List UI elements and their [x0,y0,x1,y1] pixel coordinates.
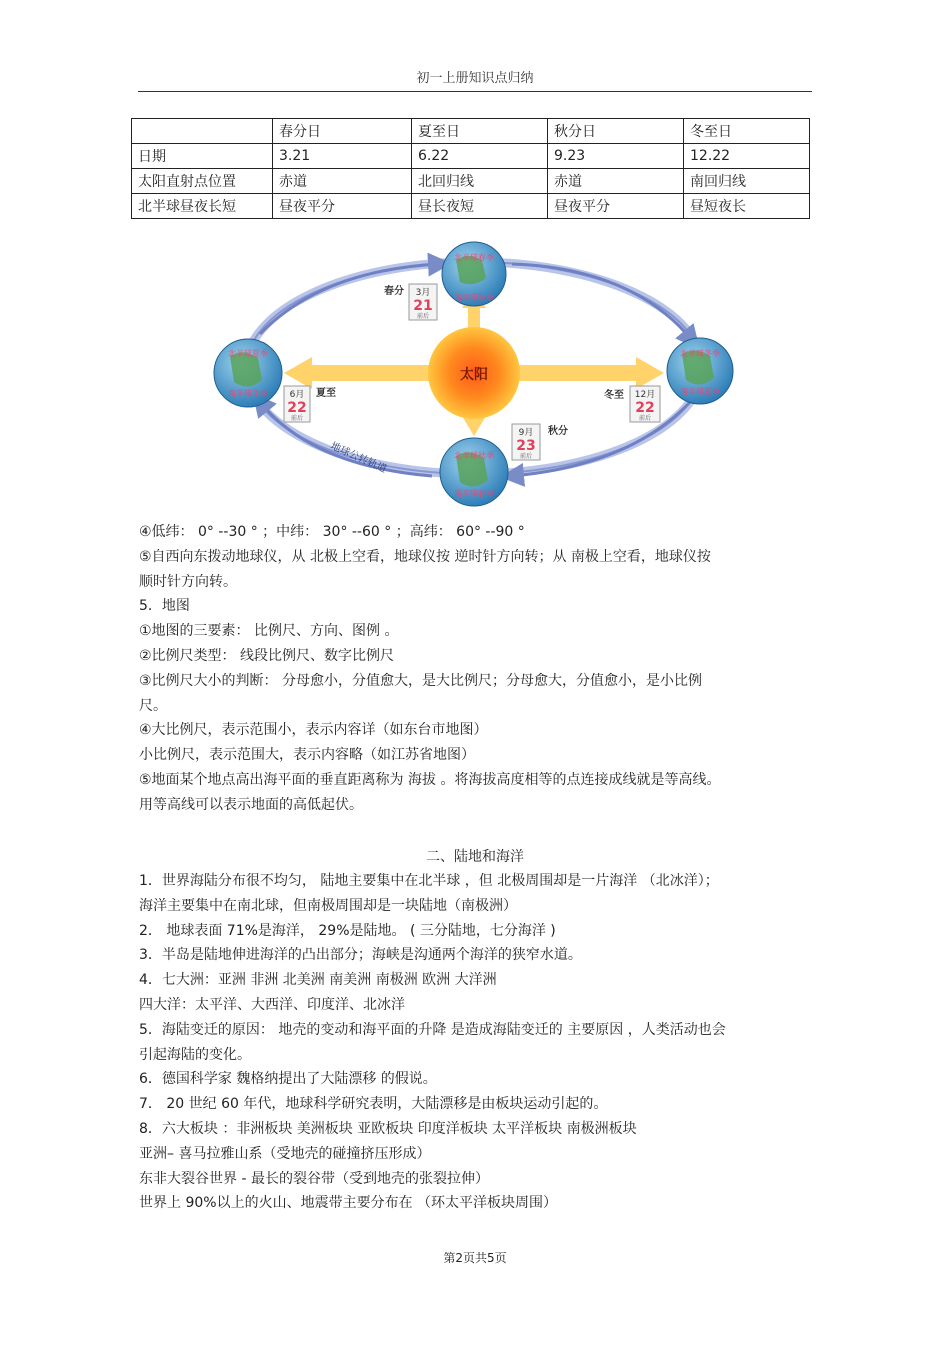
text-line: ④大比例尺，表示范围小，表示内容详（如东台市地图） [139,722,488,739]
calendar-day: 23 [516,438,536,454]
text-line: 5．海陆变迁的原因： 地壳的变动和海平面的升降 是造成海陆变迁的 主要原因 ，人类活动也会 [139,1021,726,1038]
calendar-note: 前后 [519,453,533,460]
globe-south-label: 南半球冬季 [228,389,268,398]
table-cell: 南回归线 [684,169,810,194]
calendar-month: 6月 [289,390,305,400]
calendar-day: 21 [413,298,433,314]
table-cell: 日期 [132,144,273,169]
text-line: ⑤自西向东拨动地球仪，从 北极上空看，地球仪按 逆时针方向转；从 南极上空看，地球仪按 [139,548,711,565]
text-line: 引起海陆的变化。 [139,1046,251,1063]
table-header-cell [132,119,273,144]
text-line: 1．世界海陆分布很不均匀， 陆地主要集中在北半球 ，但 北极周围却是一片海洋 （北冰洋）； [139,873,719,889]
section1-text [139,520,819,818]
table-cell: 太阳直射点位置 [132,169,273,194]
page-header: 初一上册知识点归纳 [416,71,534,86]
text-line: 8．六大板块 ：非洲板块 美洲板块 亚欧板块 印度洋板块 太平洋板块 南极洲板块 [139,1120,637,1137]
table-cell: 9.23 [548,144,684,169]
text-line: ⑤地面某个地点高出海平面的垂直距离称为 海拔 。将海拔高度相等的点连接成线就是等高线。 [139,771,721,788]
text-line: 东非大裂谷世界 - 最长的裂谷带（受到地壳的张裂拉伸） [139,1170,489,1187]
term-label: 秋分 [548,426,568,437]
text-line: 小比例尺，表示范围大，表示内容略（如江苏省地图） [139,747,475,764]
text-line: 亚洲– 喜马拉雅山系（受地壳的碰撞挤压形成） [139,1145,431,1162]
table-cell: 赤道 [548,169,684,194]
table-cell: 赤道 [273,169,412,194]
calendar-note: 前后 [290,415,304,422]
globe-north-label: 北半球秋季 [454,451,494,460]
header-divider [138,91,812,92]
calendar-note: 前后 [416,313,430,320]
table-header-cell: 春分日 [273,119,412,144]
calendar-day: 22 [635,400,655,416]
calendar-month: 9月 [518,428,534,438]
globe-north-label: 北半球夏季 [228,349,268,358]
table-cell: 昼长夜短 [412,194,548,219]
table-row [132,169,810,194]
text-line: ②比例尺类型： 线段比例尺、数字比例尺 [139,647,394,664]
section2-title: 二、陆地和海洋 [426,849,524,865]
page-footer: 第2页共5页 [443,1251,507,1265]
section2-text [139,869,819,1216]
calendar-month: 12月 [634,390,656,400]
text-line: 四大洋：太平洋、大西洋、印度洋、北冰洋 [139,996,405,1013]
table-header-row [132,119,810,144]
globe-south-label: 南半球夏季 [680,387,720,396]
table-row [132,194,810,219]
sun-label: 太阳 [460,367,488,383]
text-line: 3．半岛是陆地伸进海洋的凸出部分；海峡是沟通两个海洋的狭窄水道。 [139,947,582,964]
text-line: 5．地图 [139,598,190,615]
globe-autumn [440,438,508,506]
globe-winter [667,338,733,404]
text-line: ④低纬： 0° --30 ° ；中纬： 30° --60 ° ；高纬： 60° --90 ° [139,524,525,540]
globe-summer [214,339,282,407]
table-header-cell: 冬至日 [684,119,810,144]
calendar-note: 前后 [638,415,652,422]
earth-orbit-diagram [212,230,734,512]
table-row [132,144,810,169]
globe-north-label: 北半球冬季 [680,349,720,358]
text-line: 用等高线可以表示地面的高低起伏。 [139,796,363,813]
text-line: 顺时针方向转。 [139,573,237,590]
table-cell: 昼夜平分 [548,194,684,219]
table-cell: 6.22 [412,144,548,169]
orbit-label: 地球公转轨道 [328,440,389,476]
calendar-day: 22 [287,400,307,416]
globe-north-label: 北半球春季 [454,253,494,262]
text-line: 2． 地球表面 71%是海洋， 29%是陆地。 ( 三分陆地，七分海洋 ) [139,922,556,939]
table-cell: 3.21 [273,144,412,169]
table-cell: 北回归线 [412,169,548,194]
text-line: 4．七大洲：亚洲 非洲 北美洲 南美洲 南极洲 欧洲 大洋洲 [139,972,497,989]
table-cell: 北半球昼夜长短 [132,194,273,219]
table-cell: 昼短夜长 [684,194,810,219]
globe-spring [442,242,506,306]
table-cell: 昼夜平分 [273,194,412,219]
text-line: 6．德国科学家 魏格纳提出了大陆漂移 的假说。 [139,1071,437,1088]
globe-south-label: 南半球春季 [454,489,494,498]
term-label: 春分 [384,286,404,297]
text-line: 海洋主要集中在南北球，但南极周围却是一块陆地（南极洲） [139,897,517,914]
season-table [131,118,810,219]
text-line: ①地图的三要素： 比例尺、方向、图例 。 [139,623,399,640]
text-line: 尺。 [139,697,167,714]
calendar-month: 3月 [415,288,431,298]
term-label: 冬至 [604,390,624,401]
text-line: 世界上 90%以上的火山、地震带主要分布在 （环太平洋板块周围） [139,1195,558,1212]
table-header-cell: 夏至日 [412,119,548,144]
text-line: 7． 20 世纪 60 年代，地球科学研究表明，大陆漂移是由板块运动引起的。 [139,1096,608,1113]
table-header-cell: 秋分日 [548,119,684,144]
text-line: ③比例尺大小的判断： 分母愈小，分值愈大，是大比例尺；分母愈大，分值愈小，是小比例 [139,672,702,689]
globe-south-label: 南半球秋季 [454,293,494,302]
term-label: 夏至 [316,388,336,399]
table-cell: 12.22 [684,144,810,169]
